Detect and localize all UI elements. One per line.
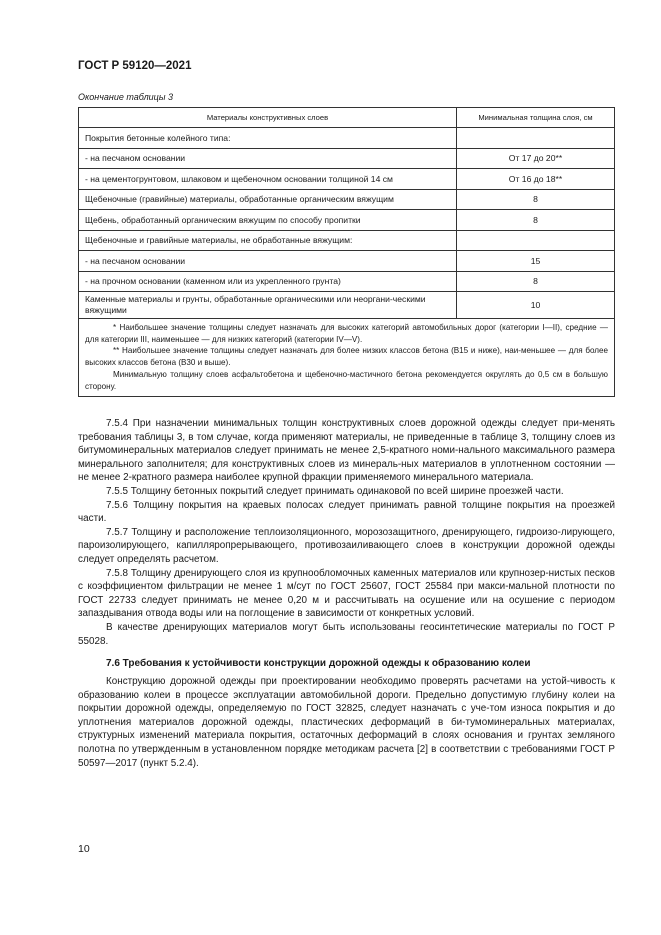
table-notes — [79, 319, 615, 397]
thickness-cell: 8 — [457, 271, 615, 292]
clause-7-5-7: 7.5.7 Толщину и расположение теплоизоляционного, морозозащитного, дренирующего, гидроизо-лирующего, пароизолирующего, капилляропрерывающего, противозаиливающего слоев в конструкции дорожной одежды следует определять расчетом. — [78, 526, 615, 565]
clause-7-5-4: 7.5.4 При назначении минимальных толщин конструктивных слоев дорожной одежды следует при-менять требования таблицы 3, в том случае, когда применяют материалы, не приведенные в таблице 3, толщину слоев из битумоминеральных материалов следует принимать не менее 2,5-кратного номи-нального максимального размера минерального заполнителя; для конструктивных слоев из минераль-ных материалов в уплотненном состоянии — не менее 2-кратного размера наиболее крупной фракции применяемого минерального материала. — [78, 418, 615, 484]
table-row — [79, 210, 615, 231]
table-notes-row — [79, 319, 615, 397]
material-cell: Покрытия бетонные колейного типа: — [79, 128, 457, 149]
thickness-cell — [457, 230, 615, 251]
footnote-double-star: ** Наибольшее значение толщины следует назначать для более низких классов бетона (B15 и ниже), наи-меньшее — для более высоких классов бетона (B30 и выше). — [85, 346, 608, 368]
material-cell: - на прочном основании (каменном или из укрепленного грунта) — [79, 271, 457, 292]
clause-7-5-5: 7.5.5 Толщину бетонных покрытий следует принимать одинаковой по всей ширине проезжей части. — [106, 485, 564, 497]
table-row — [79, 230, 615, 251]
material-cell: - на песчаном основании — [79, 148, 457, 169]
table-row — [79, 128, 615, 149]
footnote-single-star: * Наибольшее значение толщины следует назначать для высоких категорий автомобильных дорог (категории I—II), средние — для категории III, наименьшее — для низких категорий (категории IV—V). — [85, 323, 608, 344]
table-note-rounding: Минимальную толщину слоев асфальтобетона и щебеночно-мастичного бетона рекомендуется округлять до 0,5 см в большую сторону. — [85, 369, 608, 391]
body-text — [78, 417, 615, 770]
thickness-cell: От 16 до 18** — [457, 169, 615, 190]
thickness-cell: 8 — [457, 210, 615, 231]
thickness-cell: 15 — [457, 251, 615, 272]
section-7-6-heading: 7.6 Требования к устойчивости конструкции дорожной одежды к образованию колеи — [106, 658, 531, 670]
material-cell: Щебень, обработанный органическим вяжущим по способу пропитки — [79, 210, 457, 231]
table-caption: Окончание таблицы 3 — [78, 92, 173, 102]
thickness-cell: 8 — [457, 189, 615, 210]
material-cell: Щебеночные и гравийные материалы, не обработанные вяжущим: — [79, 230, 457, 251]
column-header-min-thickness: Минимальная толщина слоя, см — [457, 108, 615, 128]
thickness-cell — [457, 128, 615, 149]
geosynthetics-paragraph: В качестве дренирующих материалов могут быть использованы геосинтетические материалы по ГОСТ Р 55028. — [78, 621, 615, 647]
clause-7-5-6: 7.5.6 Толщину покрытия на краевых полосах следует принимать равной толщине покрытия на проезжей части. — [78, 499, 615, 525]
table-header-row — [79, 108, 615, 128]
material-cell: Каменные материалы и грунты, обработанные органическими или неоргани-ческими вяжущими — [79, 292, 457, 319]
standard-header: ГОСТ Р 59120—2021 — [78, 60, 192, 72]
materials-table — [78, 107, 615, 397]
table-row — [79, 189, 615, 210]
section-7-6-paragraph: Конструкцию дорожной одежды при проектировании необходимо проверять расчетами на устой-чивость к образованию колеи в процессе эксплуатации автомобильной дороги. Предельно допустимую глубину колеи на покрытии дорожной одежды, определяемую по ГОСТ 32825, следует назначать с уче-том износа покрытия и до уплотнения материалов дорожной одежды, пластических деформаций в би-тумоминеральных материалах, структурных изменений материала покрытия, остаточных деформаций в слоях основания и грунтах земляного полотна по утвержденным в установленном порядке методикам расчета [2] в соответствии с требованиями ГОСТ Р 50597—2017 (пункт 5.2.4). — [78, 676, 615, 769]
thickness-cell: От 17 до 20** — [457, 148, 615, 169]
page-number: 10 — [78, 843, 90, 855]
material-cell: - на цементогрунтовом, шлаковом и щебеночном основании толщиной 14 см — [79, 169, 457, 190]
table-row — [79, 169, 615, 190]
material-cell: - на песчаном основании — [79, 251, 457, 272]
thickness-cell: 10 — [457, 292, 615, 319]
column-header-materials: Материалы конструктивных слоев — [79, 108, 457, 128]
table-row — [79, 148, 615, 169]
clause-7-5-8: 7.5.8 Толщину дренирующего слоя из крупнообломочных каменных материалов или крупнозер-нистых песков с коэффициентом фильтрации не менее 1 м/сут по ГОСТ 25607, ГОСТ 25584 при макси-мальной плотности по ГОСТ 22733 следует принимать не менее 0,20 м и рассчитывать на осушение или на осушение с периодом запаздывания отвода воды или на поглощение в зависимости от конкретных условий. — [78, 567, 615, 620]
table-row — [79, 251, 615, 272]
table-row — [79, 292, 615, 319]
material-cell: Щебеночные (гравийные) материалы, обработанные органическим вяжущим — [79, 189, 457, 210]
table-row — [79, 271, 615, 292]
